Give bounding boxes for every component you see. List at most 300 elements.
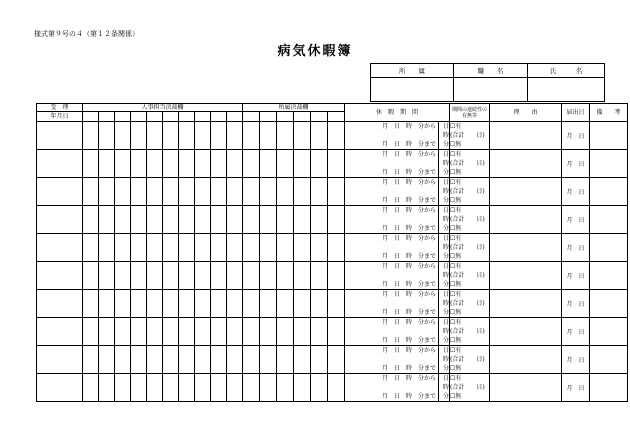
- dept-approval-cell[interactable]: [243, 178, 260, 206]
- minute-label: 分: [442, 141, 449, 148]
- hr-approval-cell[interactable]: [131, 318, 147, 346]
- hr-approval-cell[interactable]: [147, 346, 163, 374]
- name-field[interactable]: [528, 78, 605, 102]
- consecutive-total-label: (合計 日): [450, 384, 485, 391]
- consecutive-no-checkbox[interactable]: ☐無: [450, 365, 462, 372]
- hr-approval-cell[interactable]: [195, 346, 211, 374]
- hour-label: 時: [442, 188, 449, 195]
- dept-approval-cell[interactable]: [328, 346, 345, 374]
- consecutive-total-label: (合計 日): [450, 300, 485, 307]
- table-row: [37, 122, 628, 150]
- submit-date-label: 月 日: [566, 301, 585, 308]
- hr-approval-cell[interactable]: [131, 150, 147, 178]
- hr-approval-cell[interactable]: [115, 178, 131, 206]
- hr-approval-cell[interactable]: [99, 290, 115, 318]
- dept-approval-cell[interactable]: [260, 262, 277, 290]
- leave-period-cell[interactable]: [345, 346, 439, 374]
- minute-label: 分: [442, 253, 449, 260]
- remarks-cell[interactable]: [590, 318, 628, 346]
- reason-cell[interactable]: [490, 122, 562, 150]
- hr-approval-cell[interactable]: [99, 374, 115, 402]
- hour-label: 時: [442, 272, 449, 279]
- dept-approval-cell[interactable]: [277, 178, 294, 206]
- submit-date-cell[interactable]: [562, 374, 590, 402]
- dept-approval-cell[interactable]: [243, 346, 260, 374]
- hr-approval-cell[interactable]: [179, 122, 195, 150]
- dept-approval-cell[interactable]: [260, 122, 277, 150]
- hr-approval-cell[interactable]: [227, 234, 243, 262]
- dept-approval-cell[interactable]: [243, 290, 260, 318]
- duration-cell[interactable]: [439, 262, 450, 290]
- consecutive-yes-checkbox[interactable]: ☐有: [450, 151, 462, 158]
- table-row: [37, 150, 628, 178]
- hr-approval-cell[interactable]: [115, 234, 131, 262]
- dept-approval-cell[interactable]: [311, 234, 328, 262]
- hr-approval-cell[interactable]: [131, 234, 147, 262]
- hr-approval-cell[interactable]: [83, 150, 99, 178]
- consecutive-yes-checkbox[interactable]: ☐有: [450, 263, 462, 270]
- dept-approval-cell[interactable]: [328, 234, 345, 262]
- receipt-date-cell[interactable]: [37, 346, 83, 374]
- hr-approval-cell[interactable]: [147, 234, 163, 262]
- hour-label: 時: [442, 132, 449, 139]
- hr-approval-cell[interactable]: [131, 178, 147, 206]
- hr-approval-cell[interactable]: [163, 122, 179, 150]
- consecutive-no-checkbox[interactable]: ☐無: [450, 281, 462, 288]
- dept-approval-cell[interactable]: [277, 206, 294, 234]
- leave-period-cell[interactable]: [345, 234, 439, 262]
- consecutive-no-checkbox[interactable]: ☐無: [450, 393, 462, 400]
- minute-label: 分: [442, 393, 449, 400]
- hr-approval-cell[interactable]: [115, 150, 131, 178]
- dept-approval-cell[interactable]: [294, 234, 311, 262]
- dept-approval-cell[interactable]: [311, 150, 328, 178]
- leave-period-cell[interactable]: [345, 150, 439, 178]
- consecutive-no-checkbox[interactable]: ☐無: [450, 309, 462, 316]
- period-to-label: 月 日 時 分まで: [381, 197, 436, 204]
- period-to-label: 月 日 時 分まで: [381, 225, 436, 232]
- dept-approval-cell[interactable]: [260, 290, 277, 318]
- hr-approval-cell[interactable]: [179, 206, 195, 234]
- dept-approval-cell[interactable]: [328, 206, 345, 234]
- submit-date-cell[interactable]: [562, 234, 590, 262]
- hr-approval-cell[interactable]: [131, 206, 147, 234]
- period-from-label: 月 日 時 分から: [381, 319, 436, 326]
- hr-approval-cell[interactable]: [115, 122, 131, 150]
- duration-cell[interactable]: [439, 122, 450, 150]
- period-from-label: 月 日 時 分から: [381, 375, 436, 382]
- hr-approval-cell[interactable]: [179, 178, 195, 206]
- hr-approval-cell[interactable]: [163, 206, 179, 234]
- position-label: 職 名: [454, 64, 528, 78]
- hour-label: 時: [442, 356, 449, 363]
- hr-approval-cell[interactable]: [227, 262, 243, 290]
- consecutive-yes-checkbox[interactable]: ☐有: [450, 347, 462, 354]
- leave-period-cell[interactable]: [345, 122, 439, 150]
- dept-approval-cell[interactable]: [260, 206, 277, 234]
- dept-approval-cell[interactable]: [311, 262, 328, 290]
- consecutive-yes-checkbox[interactable]: ☐有: [450, 123, 462, 130]
- consecutive-no-checkbox[interactable]: ☐無: [450, 253, 462, 260]
- dept-approval-cell[interactable]: [260, 150, 277, 178]
- dept-approval-cell[interactable]: [243, 122, 260, 150]
- period-to-label: 月 日 時 分まで: [381, 337, 436, 344]
- consecutive-cell[interactable]: [450, 234, 490, 262]
- dept-approval-cell[interactable]: [277, 122, 294, 150]
- consecutive-cell[interactable]: [450, 346, 490, 374]
- dept-approval-cell[interactable]: [294, 206, 311, 234]
- dept-approval-cell[interactable]: [294, 262, 311, 290]
- hr-approval-cell[interactable]: [227, 178, 243, 206]
- hr-approval-cell[interactable]: [83, 346, 99, 374]
- dept-approval-cell[interactable]: [294, 318, 311, 346]
- hr-approval-cell[interactable]: [99, 318, 115, 346]
- remarks-cell[interactable]: [590, 290, 628, 318]
- minute-label: 分: [442, 197, 449, 204]
- dept-approval-cell[interactable]: [328, 178, 345, 206]
- page-title: 病気休暇簿: [277, 44, 353, 59]
- hr-approval-cell[interactable]: [195, 374, 211, 402]
- hr-approval-cell[interactable]: [99, 206, 115, 234]
- hour-label: 時: [442, 160, 449, 167]
- hr-approval-cell[interactable]: [227, 374, 243, 402]
- table-row: [37, 262, 628, 290]
- reason-cell[interactable]: [490, 374, 562, 402]
- submit-date-label: 月 日: [566, 133, 585, 140]
- hr-approval-cell[interactable]: [227, 318, 243, 346]
- dept-approval-cell[interactable]: [260, 374, 277, 402]
- hr-approval-cell[interactable]: [99, 122, 115, 150]
- hr-approval-cell[interactable]: [195, 262, 211, 290]
- receipt-date-cell[interactable]: [37, 178, 83, 206]
- remarks-cell[interactable]: [590, 374, 628, 402]
- dept-approval-cell[interactable]: [277, 290, 294, 318]
- remarks-cell[interactable]: [590, 122, 628, 150]
- hr-approval-cell[interactable]: [131, 346, 147, 374]
- hr-approval-cell[interactable]: [179, 374, 195, 402]
- consecutive-total-label: (合計 日): [450, 328, 485, 335]
- hr-approval-cell[interactable]: [99, 234, 115, 262]
- hr-approval-cell[interactable]: [131, 262, 147, 290]
- hr-approval-cell[interactable]: [115, 318, 131, 346]
- consecutive-yes-checkbox[interactable]: ☐有: [450, 179, 462, 186]
- consecutive-total-label: (合計 日): [450, 272, 485, 279]
- hr-approval-cell[interactable]: [195, 234, 211, 262]
- hr-approval-cell[interactable]: [99, 262, 115, 290]
- hr-approval-cell[interactable]: [115, 290, 131, 318]
- dept-approval-cell[interactable]: [277, 346, 294, 374]
- reason-cell[interactable]: [490, 290, 562, 318]
- dept-approval-cell[interactable]: [328, 290, 345, 318]
- consecutive-total-label: (合計 日): [450, 188, 485, 195]
- dept-approval-cell[interactable]: [260, 178, 277, 206]
- leave-period-cell[interactable]: [345, 206, 439, 234]
- hr-approval-cell[interactable]: [99, 178, 115, 206]
- table-row: [37, 374, 628, 402]
- dept-approval-cell[interactable]: [243, 318, 260, 346]
- consecutive-cell[interactable]: [450, 206, 490, 234]
- dept-approval-cell[interactable]: [311, 374, 328, 402]
- dept-approval-cell[interactable]: [328, 150, 345, 178]
- consecutive-yes-checkbox[interactable]: ☐有: [450, 375, 462, 382]
- duration-cell[interactable]: [439, 234, 450, 262]
- dept-approval-cell[interactable]: [294, 374, 311, 402]
- hr-approval-cell[interactable]: [179, 318, 195, 346]
- dept-approval-cell[interactable]: [311, 206, 328, 234]
- consecutive-no-checkbox[interactable]: ☐無: [450, 225, 462, 232]
- hr-approval-cell[interactable]: [115, 374, 131, 402]
- duration-cell[interactable]: [439, 290, 450, 318]
- submit-date-cell[interactable]: [562, 262, 590, 290]
- receipt-date-cell[interactable]: [37, 374, 83, 402]
- leave-period-cell[interactable]: [345, 262, 439, 290]
- hr-approval-cell[interactable]: [227, 346, 243, 374]
- hr-approval-cell[interactable]: [147, 178, 163, 206]
- submit-date-cell[interactable]: [562, 206, 590, 234]
- hr-approval-cell[interactable]: [163, 150, 179, 178]
- period-from-label: 月 日 時 分から: [381, 347, 436, 354]
- remarks-cell[interactable]: [590, 262, 628, 290]
- dept-approval-cell[interactable]: [311, 122, 328, 150]
- hr-approval-cell[interactable]: [179, 150, 195, 178]
- day-label: 日: [442, 123, 449, 130]
- hr-approval-cell[interactable]: [83, 206, 99, 234]
- dept-approval-cell[interactable]: [294, 346, 311, 374]
- table-row: [37, 346, 628, 374]
- remarks-cell[interactable]: [590, 150, 628, 178]
- submit-date-cell[interactable]: [562, 150, 590, 178]
- submit-date-label: 月 日: [566, 329, 585, 336]
- hr-approval-cell[interactable]: [147, 262, 163, 290]
- hr-approval-cell[interactable]: [195, 122, 211, 150]
- receipt-date-cell[interactable]: [37, 206, 83, 234]
- reason-cell[interactable]: [490, 234, 562, 262]
- hr-approval-cell[interactable]: [131, 290, 147, 318]
- leave-period-cell[interactable]: [345, 178, 439, 206]
- consecutive-yes-checkbox[interactable]: ☐有: [450, 235, 462, 242]
- consecutive-cell[interactable]: [450, 122, 490, 150]
- hr-approval-cell[interactable]: [83, 178, 99, 206]
- hr-approval-cell[interactable]: [195, 290, 211, 318]
- hr-approval-cell[interactable]: [211, 122, 227, 150]
- dept-approval-cell[interactable]: [294, 178, 311, 206]
- dept-approval-cell[interactable]: [294, 122, 311, 150]
- reason-cell[interactable]: [490, 150, 562, 178]
- consecutive-no-checkbox[interactable]: ☐無: [450, 337, 462, 344]
- dept-approval-cell[interactable]: [328, 374, 345, 402]
- dept-approval-cell[interactable]: [243, 374, 260, 402]
- minute-label: 分: [442, 309, 449, 316]
- dept-approval-cell[interactable]: [311, 346, 328, 374]
- period-to-label: 月 日 時 分まで: [381, 141, 436, 148]
- duration-cell[interactable]: [439, 346, 450, 374]
- submit-date-cell[interactable]: [562, 346, 590, 374]
- leave-period-cell[interactable]: [345, 290, 439, 318]
- consecutive-no-checkbox[interactable]: ☐無: [450, 197, 462, 204]
- duration-cell[interactable]: [439, 178, 450, 206]
- consecutive-cell[interactable]: [450, 374, 490, 402]
- submit-date-cell[interactable]: [562, 178, 590, 206]
- hr-approval-cell[interactable]: [115, 206, 131, 234]
- remarks-cell[interactable]: [590, 346, 628, 374]
- ymd-header: 年月日: [37, 112, 83, 122]
- day-label: 日: [442, 291, 449, 298]
- dept-approval-cell[interactable]: [294, 290, 311, 318]
- hr-approval-cell[interactable]: [147, 318, 163, 346]
- dept-approval-cell[interactable]: [277, 318, 294, 346]
- hr-approval-cell[interactable]: [115, 346, 131, 374]
- hr-approval-cell[interactable]: [163, 318, 179, 346]
- reason-cell[interactable]: [490, 318, 562, 346]
- hr-approval-cell[interactable]: [227, 206, 243, 234]
- hr-approval-cell[interactable]: [227, 290, 243, 318]
- dept-approval-cell[interactable]: [260, 234, 277, 262]
- hr-approval-cell[interactable]: [211, 374, 227, 402]
- remarks-cell[interactable]: [590, 178, 628, 206]
- hr-approval-cell[interactable]: [147, 150, 163, 178]
- hr-approval-cell[interactable]: [83, 318, 99, 346]
- receipt-date-cell[interactable]: [37, 290, 83, 318]
- hr-approval-cell[interactable]: [147, 374, 163, 402]
- affiliation-field[interactable]: [371, 78, 454, 102]
- dept-approval-cell[interactable]: [328, 262, 345, 290]
- hr-approval-cell[interactable]: [163, 346, 179, 374]
- dept-approval-cell[interactable]: [243, 206, 260, 234]
- dept-approval-cell[interactable]: [260, 346, 277, 374]
- hr-approval-cell[interactable]: [179, 290, 195, 318]
- hr-approval-cell[interactable]: [99, 150, 115, 178]
- dept-approval-cell[interactable]: [277, 262, 294, 290]
- reason-cell[interactable]: [490, 206, 562, 234]
- name-label: 氏 名: [528, 64, 605, 78]
- consecutive-yes-checkbox[interactable]: ☐有: [450, 291, 462, 298]
- duration-cell[interactable]: [439, 150, 450, 178]
- dept-approval-cell[interactable]: [260, 318, 277, 346]
- hour-label: 時: [442, 328, 449, 335]
- hr-approval-cell[interactable]: [83, 122, 99, 150]
- hr-approval-cell[interactable]: [83, 290, 99, 318]
- leave-period-header: 休 暇 期 間: [345, 104, 450, 122]
- period-from-label: 月 日 時 分から: [381, 179, 436, 186]
- hr-approval-cell[interactable]: [131, 374, 147, 402]
- submit-date-cell[interactable]: [562, 122, 590, 150]
- reason-cell[interactable]: [490, 262, 562, 290]
- reason-cell[interactable]: [490, 178, 562, 206]
- table-row: [37, 206, 628, 234]
- hr-approval-cell[interactable]: [131, 122, 147, 150]
- hr-approval-cell[interactable]: [179, 346, 195, 374]
- hr-approval-cell[interactable]: [195, 318, 211, 346]
- dept-approval-cell[interactable]: [277, 234, 294, 262]
- consecutive-yes-checkbox[interactable]: ☐有: [450, 319, 462, 326]
- hr-approval-cell[interactable]: [147, 290, 163, 318]
- dept-approval-cell[interactable]: [311, 318, 328, 346]
- duration-cell[interactable]: [439, 318, 450, 346]
- dept-approval-cell[interactable]: [243, 150, 260, 178]
- hr-approval-cell[interactable]: [99, 346, 115, 374]
- hr-approval-cell[interactable]: [147, 206, 163, 234]
- receipt-date-cell[interactable]: [37, 318, 83, 346]
- submit-date-cell[interactable]: [562, 318, 590, 346]
- hr-approval-cell[interactable]: [211, 178, 227, 206]
- hr-approval-cell[interactable]: [115, 262, 131, 290]
- position-field[interactable]: [454, 78, 528, 102]
- consecutive-cell[interactable]: [450, 178, 490, 206]
- receipt-date-cell[interactable]: [37, 234, 83, 262]
- dept-approval-cell[interactable]: [311, 178, 328, 206]
- hr-approval-cell[interactable]: [227, 122, 243, 150]
- duration-cell[interactable]: [439, 374, 450, 402]
- consecutive-cell[interactable]: [450, 150, 490, 178]
- hr-approval-cell[interactable]: [163, 290, 179, 318]
- leave-period-cell[interactable]: [345, 318, 439, 346]
- hr-approval-cell[interactable]: [195, 178, 211, 206]
- hr-approval-cell[interactable]: [163, 374, 179, 402]
- minute-label: 分: [442, 225, 449, 232]
- day-label: 日: [442, 319, 449, 326]
- dept-approval-cell[interactable]: [277, 374, 294, 402]
- reason-cell[interactable]: [490, 346, 562, 374]
- remarks-cell[interactable]: [590, 234, 628, 262]
- hr-approval-cell[interactable]: [211, 290, 227, 318]
- consecutive-total-label: (合計 日): [450, 216, 485, 223]
- consecutive-yes-checkbox[interactable]: ☐有: [450, 207, 462, 214]
- hr-approval-cell[interactable]: [195, 150, 211, 178]
- receipt-date-cell[interactable]: [37, 262, 83, 290]
- dept-approval-cell[interactable]: [277, 150, 294, 178]
- hr-approval-cell[interactable]: [211, 346, 227, 374]
- receipt-date-cell[interactable]: [37, 150, 83, 178]
- consecutive-cell[interactable]: [450, 262, 490, 290]
- period-from-label: 月 日 時 分から: [381, 291, 436, 298]
- hr-approval-cell[interactable]: [211, 318, 227, 346]
- hr-approval-cell[interactable]: [147, 122, 163, 150]
- hr-approval-cell[interactable]: [163, 234, 179, 262]
- remarks-cell[interactable]: [590, 206, 628, 234]
- receipt-date-cell[interactable]: [37, 122, 83, 150]
- hr-approval-cell[interactable]: [211, 206, 227, 234]
- hr-approval-cell[interactable]: [179, 262, 195, 290]
- dept-approval-cell[interactable]: [243, 234, 260, 262]
- dept-approval-cell[interactable]: [311, 290, 328, 318]
- dept-approval-cell[interactable]: [328, 122, 345, 150]
- hr-approval-cell[interactable]: [211, 262, 227, 290]
- duration-cell[interactable]: [439, 206, 450, 234]
- consecutive-cell[interactable]: [450, 290, 490, 318]
- hr-approval-cell[interactable]: [211, 150, 227, 178]
- hr-approval-cell[interactable]: [83, 234, 99, 262]
- hr-approval-cell[interactable]: [211, 234, 227, 262]
- consecutive-no-checkbox[interactable]: ☐無: [450, 169, 462, 176]
- submit-date-cell[interactable]: [562, 290, 590, 318]
- leave-period-cell[interactable]: [345, 374, 439, 402]
- consecutive-no-checkbox[interactable]: ☐無: [450, 141, 462, 148]
- hr-approval-cell[interactable]: [227, 150, 243, 178]
- hr-approval-cell[interactable]: [163, 178, 179, 206]
- hr-approval-cell[interactable]: [179, 234, 195, 262]
- hr-approval-cell[interactable]: [83, 262, 99, 290]
- hr-approval-cell[interactable]: [163, 262, 179, 290]
- hr-approval-cell[interactable]: [195, 206, 211, 234]
- hr-approval-cell[interactable]: [83, 374, 99, 402]
- dept-approval-cell[interactable]: [243, 262, 260, 290]
- consecutive-cell[interactable]: [450, 318, 490, 346]
- period-to-label: 月 日 時 分まで: [381, 309, 436, 316]
- day-label: 日: [442, 263, 449, 270]
- dept-approval-cell[interactable]: [328, 318, 345, 346]
- dept-approval-cell[interactable]: [294, 150, 311, 178]
- period-from-label: 月 日 時 分から: [381, 123, 436, 130]
